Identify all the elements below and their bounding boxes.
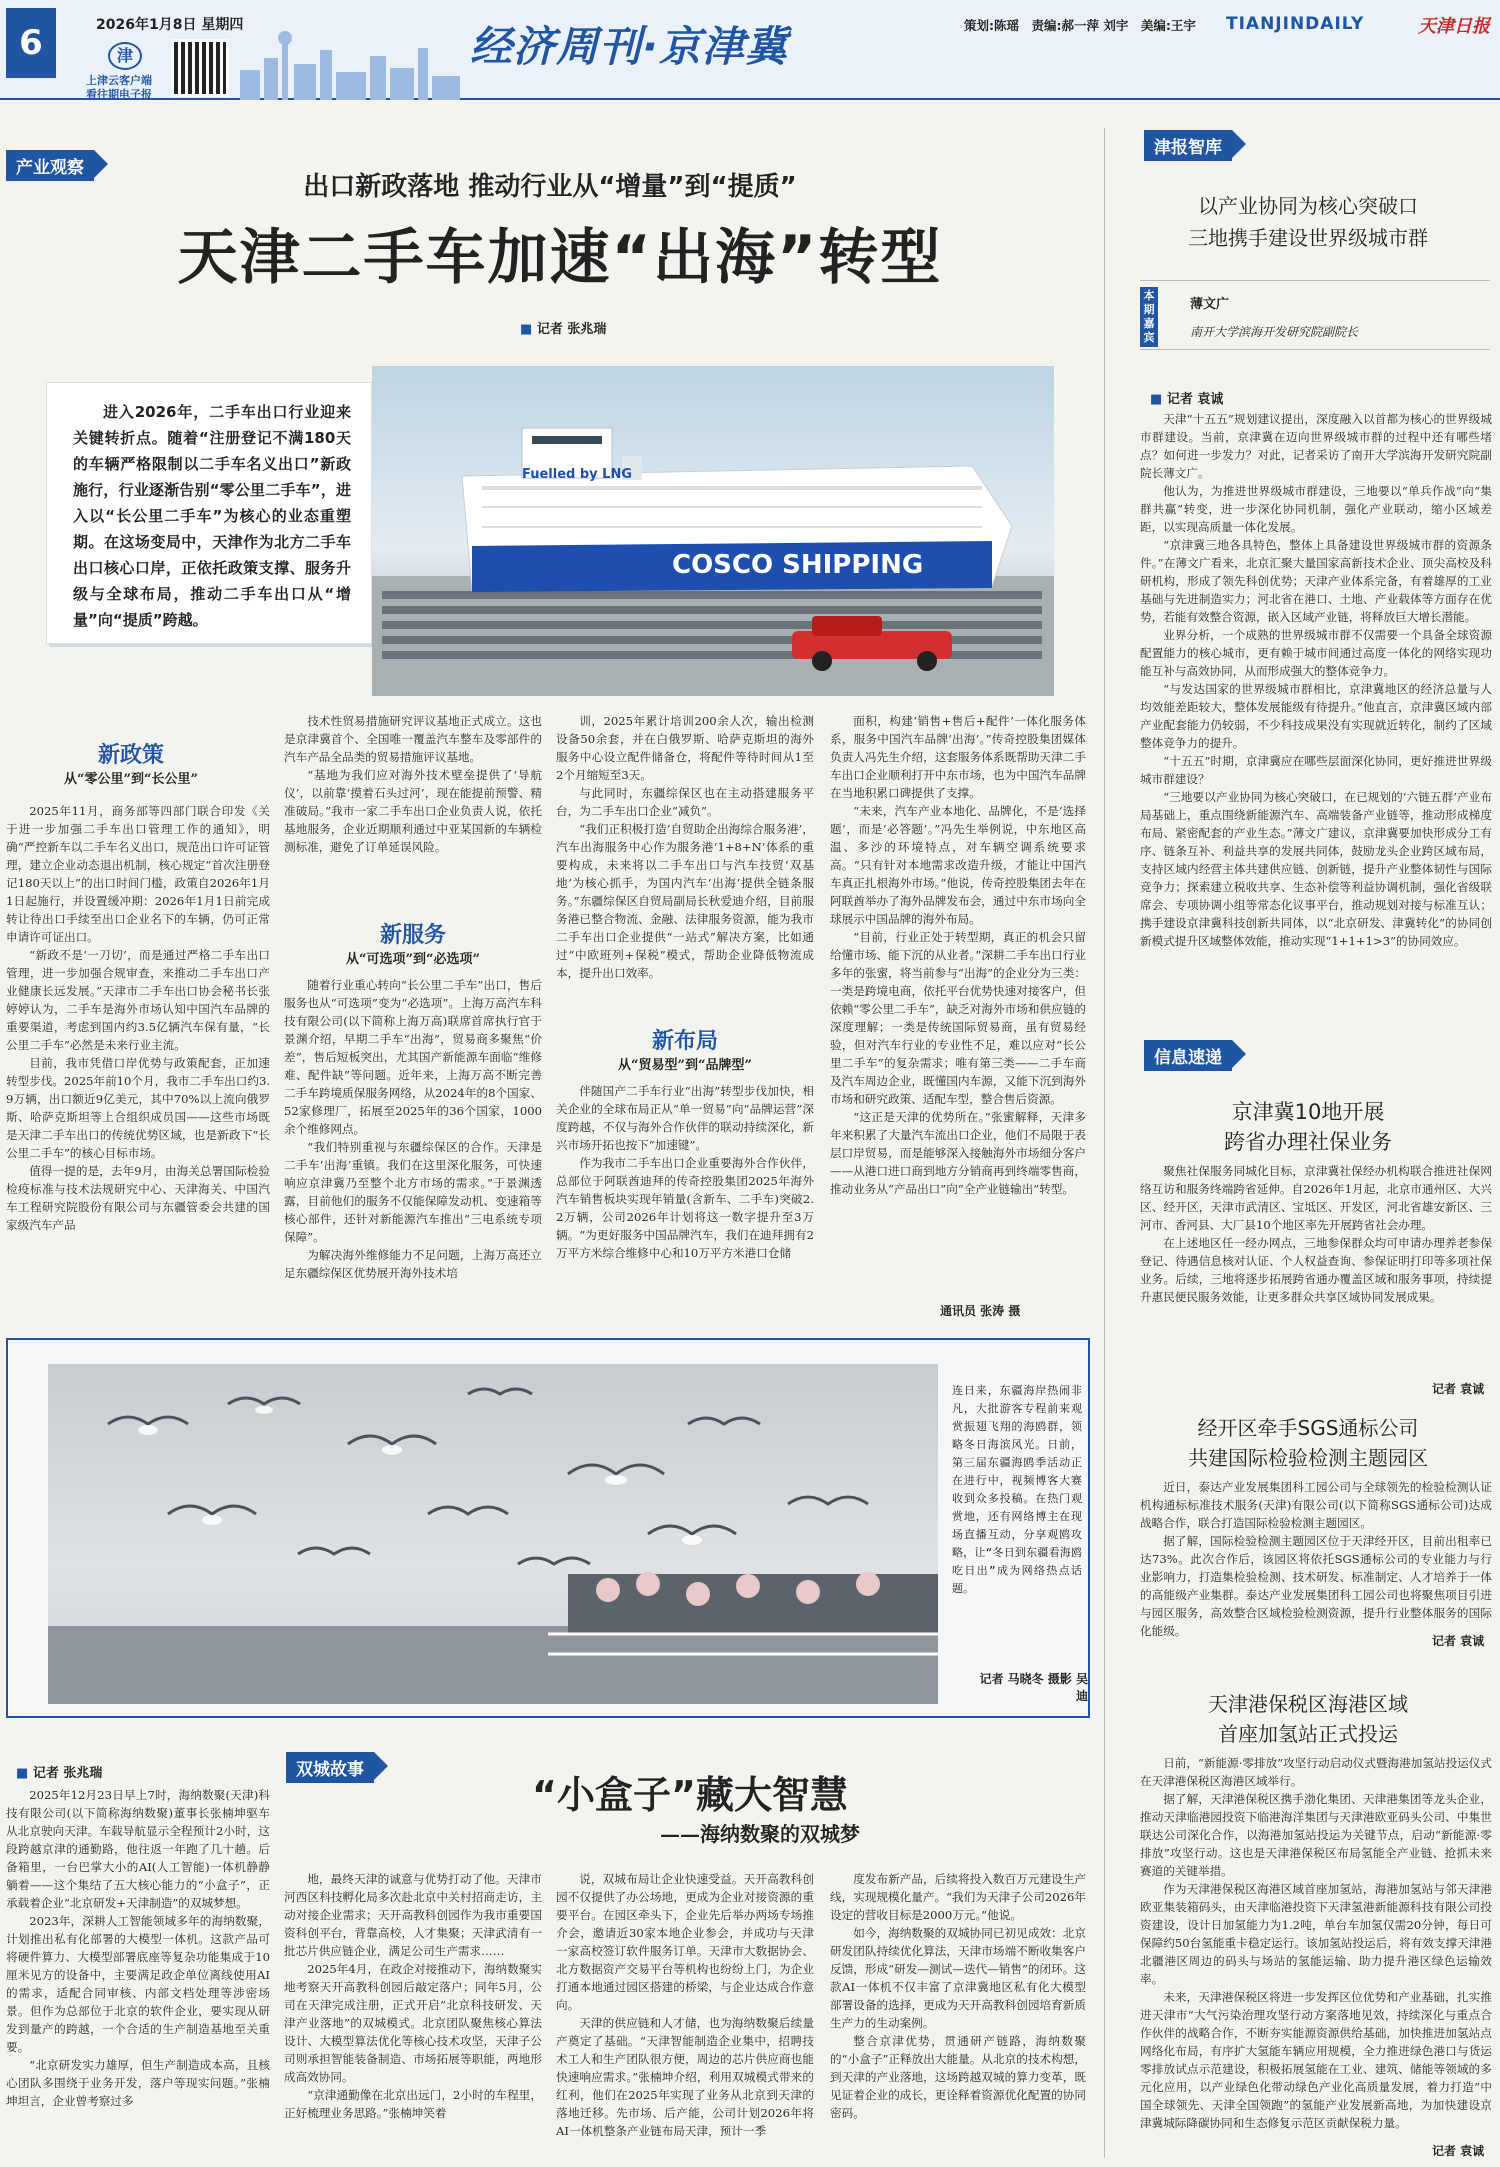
story-col-3	[556, 1870, 814, 2161]
news1-credit: 记者 袁诚	[1432, 1382, 1485, 1396]
paragraph: 2025年4月，在政企对接推动下，海纳数聚实地考察天开高教科创园后敲定落户；同年5月，公司在天津完成注册，正式开启“北京科技研发、天津产业落地”的双城模式。北京团队聚焦核心算法设计、大模型算法优化等核心技术攻坚，天津子公司则承担智能装备制造、市场拓展等职能，两地形成高效协同。	[284, 1962, 542, 2084]
news1-body	[1140, 1162, 1492, 1376]
news2-body	[1140, 1478, 1492, 1638]
subhead-new-service-sub: 从“可选项”到“必选项”	[346, 952, 480, 967]
seagull-photo	[48, 1364, 938, 1704]
paragraph: 2023年，深耕人工智能领域多年的海纳数聚，计划推出私有化部署的大模型一体机。这款产品可将硬件算力、大模型部署底座等复杂功能集成于10厘米见方的设备中，主要满足政企单位离线使用AI的需求，适配合同审核、内部文档处理等涉密场景。但作为总部位于北京的软件企业，要实现从研发到量产的跨越，一个合适的生产制造基地至关重要。	[6, 1914, 270, 2054]
seagull-illustration	[48, 1364, 938, 1704]
app-line2: 看往期电子报	[86, 88, 152, 101]
page-number: 6	[19, 23, 43, 63]
paragraph: “京津通勤像在北京出远门，2小时的车程里，正好梳理业务思路。”张楠坤笑着	[284, 2088, 542, 2120]
section-tag-two-cities: 双城故事	[286, 1752, 374, 1783]
subhead-new-service: 新服务	[379, 923, 446, 948]
masthead	[0, 0, 1500, 100]
story-title: “小盒子”藏大智慧	[532, 1773, 848, 1817]
paragraph: 2025年12月23日早上7时，海纳数聚(天津)科技有限公司(以下简称海纳数聚)董事长张楠坤驱车从北京驶向天津。车载导航显示全程预计2小时，这段跨越京津的通勤路，他往返一年跑了几十趟。后备箱里，一台巴掌大小的AI(人工智能)一体机静静躺着——这个集结了五大核心能力的“小盒子”，正承载着企业“北京研发+天津制造”的双城梦想。	[6, 1788, 270, 1910]
story-col-4	[830, 1870, 1086, 2161]
story-col-2	[284, 1870, 542, 2161]
paragraph: 聚焦社保服务同城化目标，京津冀社保经办机构联合推进社保网络互访和服务终端跨省延伸。自2026年1月起，北京市通州区、大兴区、经开区，天津市武清区、宝坻区、开发区，河北省雄安新区、三河市、香河县、大厂县10个地区率先开展跨省社会办理。	[1140, 1164, 1492, 1232]
photo-caption: 连日来，东疆海岸热闹非凡，大批游客专程前来观赏振翅飞翔的海鸥群，领略冬日海滨风光。日前，第三届东疆海鸥季活动正在进行中，视频博客大赛收到众多投稿。在热门观赏地，还有网络博主在现场直播互动，分享观鸥攻略，让“冬日到东疆看海鸥吃日出”成为网络热点话题。	[952, 1384, 1082, 1595]
paragraph: 未来，天津港保税区将进一步发挥区位优势和产业基础，扎实推进天津市“大气污染治理攻坚行动方案落地见效，持续深化与重点合作伙伴的战略合作，不断夯实能源资源供给基础，加快推进加氢站点网络化布局，有序扩大氢能车辆应用规模，全力推进绿色港口与货运零排放试点示范建设，积极拓展氢能在工业、建筑、储能等领域的多元化应用，以产业绿色化带动绿色产业化高质量发展，着力打造“中国全球领先、天津全国领跑”的氢能产业发展新高地，为加快建设京津冀城际降碳协同和生态修复示范区贡献保税力量。	[1140, 1990, 1492, 2130]
paragraph: “北京研发实力雄厚，但生产制造成本高，且核心团队多围绕于业务开发，落户等现实问题。”张楠坤坦言，企业曾考察过多	[6, 2058, 270, 2108]
story-subtitle: ——海纳数聚的双城梦	[660, 1822, 860, 1846]
news2-title-2: 共建国际检验检测主题园区	[1188, 1446, 1428, 1470]
brand-en: TIANJINDAILY	[1226, 14, 1365, 34]
news3-title-2: 首座加氢站正式投运	[1218, 1722, 1398, 1746]
think-title-1: 以产业协同为核心突破口	[1198, 194, 1418, 218]
kicker: 出口新政落地 推动行业从“增量”到“提质”	[303, 172, 797, 202]
paragraph: 近日，泰达产业发展集团科工园公司与全球领先的检验检测认证机构通标标准技术服务(天津)有限公司(以下简称SGS通标公司)达成战略合作，联合打造国际检验检测主题园区。	[1140, 1480, 1492, 1530]
subhead-new-layout-sub: 从“贸易型”到“品牌型”	[618, 1058, 752, 1073]
paragraph: 度发布新产品，后续将投入数百万元建设生产线，实现规模化量产。“我们为天津子公司2026年设定的营收目标是2000万元。”他说。	[830, 1872, 1086, 1922]
paragraph: 整合京津优势，贯通研产链路，海纳数聚的“小盒子”正释放出大能量。从北京的技术构想，到天津的产业落地，这场跨越双城的算力变革，既见证着企业的成长，更诠释着资源优化配置的协同密码。	[830, 2034, 1086, 2120]
story-byline: ■ 记者 张兆瑞	[16, 1766, 103, 1781]
paragraph: “未来，汽车产业本地化、品牌化，不是‘选择题’，而是‘必答题’。”冯先生举例说，中东地区高温、多沙的环境特点，对车辆空调系统要求高。“只有针对本地需求改造升级，才能让中国汽车真正扎根海外市场。”他说，传奇控股集团去年在阿联酋举办了海外品牌发布会，通过中东市场向全球展示中国品牌的海外布局。	[830, 804, 1086, 926]
photo-credit-col4: 通讯员 张涛 摄	[940, 1304, 1021, 1318]
main-col-4	[830, 712, 1086, 1296]
think-byline: ■ 记者 袁诚	[1150, 392, 1224, 407]
lead-box	[46, 382, 372, 644]
main-col-2a	[284, 712, 542, 872]
paragraph: 目前，我市凭借口岸优势与政策配套，正加速转型步伐。2025年前10个月，我市二手车出口约3.9万辆，出口额近9亿美元，其中70%以上流向俄罗斯、哈萨克斯坦等上合组织成员国——这些市场既是天津二手车出口的传统优势区域，也是新政下“长公里二手车”的核心目标市场。	[6, 1056, 271, 1160]
byline: ■ 记者 张兆瑞	[520, 322, 607, 337]
expert-name: 薄文广	[1190, 297, 1230, 312]
story-byline-text: 记者 张兆瑞	[32, 1766, 103, 1781]
section-tag-news-brief: 信息速递	[1144, 1040, 1232, 1071]
expert-title: 南开大学滨海开发研究院副院长	[1190, 325, 1359, 339]
paragraph: 随着行业重心转向“长公里二手车”出口，售后服务也从“可选项”变为“必选项”。上海万高汽车科技有限公司(以下简称上海万高)联席首席执行官于景渊介绍，早期二手车“出海”，贸易商多聚焦“价差”，售后短板突出，尤其国产新能源车面临“维修难、配件缺”等问题。近年来，上海万高不断完善二手车跨境质保服务网络，从2024年的8个国家、52家修理厂，拓展至2025年的36个国家，1000余个维修网点。	[284, 978, 542, 1136]
divider-main-sidebar	[1104, 128, 1105, 2158]
paragraph: 值得一提的是，去年9月，由海关总署国际检验检疫标准与技术法规研究中心、天津海关、中国汽车工程研究院股份有限公司与东疆管委会共建的国家级汽车产品	[6, 1164, 270, 1232]
app-logo-icon: 津	[108, 42, 142, 70]
ship-photo	[372, 366, 1054, 696]
paragraph: “三地要以产业协同为核心突破口，在已规划的‘六链五群’产业布局基础上，重点围绕新能源汽车、高端装备产业链等，推动形成梯度布局、紧密配套的产业生态。”薄文广建议，京津冀要加快形成分工有序、链条互补、利益共享的发展共同体，鼓励龙头企业跨区域布局，支持区域内经营主体共建供应链、创新链，提升产业整体韧性与国际竞争力；探索建立税收共享、生态补偿等利益协调机制，强化省级联席会、专项协调小组等常态化议事平台，推动规划对接与标准互认；携手建设京津冀科技创新共同体，以“北京研发、津冀转化”的协同创新模式提升区域整体效能，推动实现“1+1+1>3”的协同效应。	[1140, 790, 1492, 948]
news3-title-1: 天津港保税区海港区域	[1208, 1692, 1408, 1716]
paragraph: “与发达国家的世界级城市群相比，京津冀地区的经济总量与人均效能差距较大，整体发展能级有待提升。”他直言，京津冀区域内部产业配套能力仍较弱，不少科技成果没有实现就近转化，制约了区域整体竞争力的提升。	[1140, 682, 1492, 750]
paragraph: 训，2025年累计培训200余人次，输出检测设备50余套，并在白俄罗斯、哈萨克斯坦的海外服务中心设立配件储备仓，将配件等待时间从1至2个月缩短至3天。	[556, 714, 814, 782]
paragraph: “我们特别重视与东疆综保区的合作。天津是二手车‘出海’重镇。我们在这里深化服务，可快速响应京津冀乃至整个北方市场的需求。”于景渊透露，目前他们的服务不仅能保障发动机、变速箱等核心部件，还针对新能源汽车推出“三电系统专项保障”。	[284, 1140, 542, 1244]
news2-title-1: 经开区牵手SGS通标公司	[1197, 1416, 1419, 1440]
subhead-new-layout: 新布局	[651, 1029, 718, 1054]
subhead-new-policy-sub: 从“零公里”到“长公里”	[64, 772, 198, 787]
main-col-2b	[284, 976, 542, 1322]
photo-credit: 记者 马晓冬 摄影 吴迪	[979, 1672, 1088, 1703]
paragraph: 如今，海纳数聚的双城协同已初见成效：北京研发团队持续优化算法，天津市场端不断收集客户反馈，形成“研发—测试—迭代—销售”的闭环。这款AI一体机不仅丰富了京津冀地区私有化大模型部署设备的选择，更成为天开高教科创园培育新质生产力的生动案例。	[830, 1926, 1086, 2030]
think-byline-text: 记者 袁诚	[1166, 392, 1224, 407]
paragraph: “我们正积极打造‘自贸助企出海综合服务港’，汽车出海服务中心作为服务港‘1+8+N’体系的重要构成，未来将以二手车出口与汽车技贸‘双基地’为核心抓手，为国内汽车‘出海’提供全链条服务。”东疆综保区自贸局副局长秋爱迪介绍，目前服务港已整合物流、金融、法律服务资源，能为我市二手车出口企业提供“一站式”解决方案，比如通过“中欧班列+保税”模式，帮助企业降低物流成本，提升出口效率。	[556, 822, 814, 980]
think-title-2: 三地携手建设世界级城市群	[1188, 226, 1428, 250]
subhead-new-policy: 新政策	[97, 743, 164, 768]
skyline-icon	[240, 20, 460, 100]
page-number-box	[6, 8, 56, 78]
ship-illustration	[372, 366, 1054, 696]
section-tag-industry: 产业观察	[6, 150, 94, 181]
paragraph: “新政不是‘一刀切’，而是通过严格二手车出口管理，进一步加强合规审查，来推动二手车出口产业健康长远发展。”天津市二手车出口协会秘书长张婷婷认为，二手车是海外市场认知中国汽车品牌的重要渠道，考虑到国内约3.5亿辆汽车保有量，“长公里二手车”必然是未来行业主流。	[6, 948, 270, 1052]
seagull-photo-box	[6, 1338, 1090, 1718]
qr-code-icon[interactable]	[174, 42, 226, 94]
brand-cn: 天津日报	[1418, 16, 1490, 37]
paragraph: 天津的供应链和人才储，也为海纳数聚后续量产奠定了基础。“天津智能制造企业集中，招聘技术工人和生产团队很方便，周边的芯片供应商也能快速响应需求。”张楠坤介绍，利用双城模式带来的红利，他们在2025年实现了业务从北京到天津的落地迁移。先市场、后产能，公司计划2026年将AI一体机整条产业链布局天津，预计一季	[556, 2016, 814, 2138]
app-line1: 上津云客户端	[86, 74, 152, 87]
paragraph: 面积，构建‘销售+售后+配件’一体化服务体系，服务中国汽车品牌‘出海’。”传奇控股集团媒体负责人冯先生介绍，这套服务体系既帮助天津二手车出口企业顺利打开中东市场，也为中国汽车品牌在当地积累口碑提供了支撑。	[830, 714, 1086, 800]
headline: 天津二手车加速“出海”转型	[177, 223, 943, 293]
lead-text: 进入2026年，二手车出口行业迎来关键转折点。随着“注册登记不满180天的车辆严格限制以二手车名义出口”新政施行，行业逐渐告别“零公里二手车”，进入以“长公里二手车”为核心的业态重塑期。在这场变局中，天津作为北方二手车出口核心口岸，正依托政策支撑、服务升级与全球布局，推动二手车出口从“增量”向“提质”跨越。	[73, 403, 351, 629]
paragraph: 天津“十五五”规划建议提出，深度融入以首都为核心的世界级城市群建设。当前，京津冀在迈向世界级城市群的过程中还有哪些堵点？如何进一步发力？对此，记者采访了南开大学滨海开发研究院副院长薄文广。	[1140, 412, 1492, 480]
story-col-1	[6, 1786, 270, 2161]
paragraph: 据了解，国际检验检测主题园区位于天津经开区，目前出租率已达73%。此次合作后，该园区将依托SGS通标公司的专业能力与行业影响力，打造集检验检测、技术研发、标准制定、人才培养于一体的高能级产业集群。泰达产业发展集团科工园公司也将聚焦项目引进与园区服务，高效整合区域检验检测资源，提升行业整体服务的国际化能级。	[1140, 1534, 1492, 1638]
paragraph: “十五五”时期，京津冀应在哪些层面深化协同，更好推进世界级城市群建设？	[1140, 754, 1492, 786]
paragraph: “京津冀三地各具特色，整体上具备建设世界级城市群的资源条件。”在薄文广看来，北京汇聚大量国家高新技术企业、顶尖高校及科研机构，形成了领先科创优势；天津产业体系完备，有着雄厚的工业基础与先进制造实力；河北省在港口、土地、产业载体等方面存在优势，若能有效整合资源，嵌入区域产业链，将释放巨大增长潜能。	[1140, 538, 1492, 624]
paragraph: 在上述地区任一经办网点，三地参保群众均可申请办理养老参保登记、待遇信息核对认证、个人权益查询、参保证明打印等多项社保业务。后续，三地将逐步拓展跨省通办覆盖区域和服务事项，持续提升惠民便民服务效能，让更多群众共享区域协同发展成果。	[1140, 1236, 1492, 1304]
column-title: 经济周刊·京津冀	[470, 22, 788, 71]
paragraph: “这正是天津的优势所在。”张蜜解释，天津多年来积累了大量汽车流出口企业，他们不局限于表层口岸贸易，而是能够深入接触海外市场细分客户——从港口进口商到地方分销商再到终端零售商，推动业务从“产品出口”向“全产业链输出”转型。	[830, 1110, 1086, 1196]
think-body	[1140, 410, 1492, 1006]
main-col-3a	[556, 712, 814, 1016]
paragraph: 作为我市二手车出口企业重要海外合作伙伴，总部位于阿联酋迪拜的传奇控股集团2025年海外汽车销售板块实现年销量(含新车、二手车)突破2.2万辆，公司2026年计划将这一数字提升至3万辆。“为更好服务中国品牌汽车，我们在迪拜拥有2万平方米综合维修中心和10万平方米港口仓储	[556, 1156, 814, 1260]
paragraph: 技术性贸易措施研究评议基地正式成立。这也是京津冀首个、全国唯一覆盖汽车整车及零部件的汽车产品全品类的贸易措施评议基地。	[284, 714, 542, 764]
paragraph: 与此同时，东疆综保区也在主动搭建服务平台，为二手车出口企业“减负”。	[556, 786, 814, 818]
credits: 策划:陈瑶 责编:郝一萍 刘宇 美编:王宇	[964, 18, 1196, 33]
issue-date: 2026年1月8日 星期四	[96, 17, 244, 33]
section-tag-think-tank: 津报智库	[1144, 130, 1232, 161]
paragraph: 作为天津港保税区海港区域首座加氢站，海港加氢站与邻天津港欧亚集装箱码头，由天津临港投资下天津氢港新能源科技有限公司投资建设，设计日加氢能力为1.2吨，单台车加氢仅需20分钟，每日可保障约50台氢能重卡稳定运行。该加氢站投运后，将有效支撑天津港北疆港区周边的码头与场站的氢能运输、助力提升港区绿色运输效率。	[1140, 1882, 1492, 1986]
expert-label: 本期嘉宾	[1140, 287, 1158, 347]
byline-text: 记者 张兆瑞	[536, 322, 607, 337]
news3-body	[1140, 1754, 1492, 2138]
paragraph: “目前，行业正处于转型期，真正的机会只留给懂市场、能下沉的从业者。”深耕二手车出口行业多年的张蜜，将当前参与“出海”的企业分为三类：一类是跨境电商，依托平台优势快速对接客户，但依赖“零公里二手车”，缺乏对海外市场和供应链的深度理解；一类是传统国际贸易商，虽有贸易经验，但对汽车行业的专业性不足，难以应对“长公里二手车”的复杂需求；唯有第三类——二手车商及汽车周边企业，既懂国内车源，又能下沉到海外市场和研究政策、适配车型，整合售后资源。	[830, 930, 1086, 1106]
paragraph: 2025年11月，商务部等四部门联合印发《关于进一步加强二手车出口管理工作的通知》，明确“严控新车以二手车名义出口，规范出口许可证管理，建立企业动态退出机制，核心规定“首次注册登记180天以上”的出口时间门槛，政策自2026年1月1日起施行，并设置缓冲期：2026年1月1日前完成转让待出口手续至出口企业名下的车辆，仍可正常申请许可证出口。	[6, 804, 270, 944]
paragraph: 日前，“新能源·零排放”攻坚行动启动仪式暨海港加氢站投运仪式在天津港保税区海港区域举行。	[1140, 1756, 1492, 1788]
paragraph: 业界分析，一个成熟的世界级城市群不仅需要一个具备全球资源配置能力的核心城市，更有赖于城市间通过高度一体化的网络实现功能互补与高效协同，从而形成强大的整体竞争力。	[1140, 628, 1492, 678]
ship-fuel-text: Fuelled by LNG	[522, 467, 633, 482]
ship-brand-text: COSCO SHIPPING	[672, 550, 924, 580]
paragraph: 为解决海外维修能力不足问题，上海万高还立足东疆综保区优势展开海外技术培	[284, 1248, 542, 1280]
paragraph: 据了解，天津港保税区携手渤化集团、天津港集团等龙头企业，推动天津临港园投资下临港海洋集团与天津港欧亚码头公司、中集世联达公司深化合作，以海港加氢站投运为关键节点，启动“新能源·零排放”攻坚行动。这也是天津港保税区布局氢能全产业链、抢抓未来赛道的关键举措。	[1140, 1792, 1492, 1878]
news2-credit: 记者 袁诚	[1432, 1634, 1485, 1648]
paragraph: 伴随国产二手车行业“出海”转型步伐加快，相关企业的全球布局正从“单一贸易”向“品牌运营”深度跨越，不仅与海外合作伙伴的联动持续深化，新兴市场开拓也按下“加速键”。	[556, 1084, 814, 1152]
news1-title-2: 跨省办理社保业务	[1224, 1130, 1392, 1154]
news3-credit: 记者 袁诚	[1432, 2144, 1485, 2158]
paragraph: “基地为我们应对海外技术壁垒提供了‘导航仪’，以前靠‘摸着石头过河’，现在能提前预警、精准破局。”我市一家二手车出口企业负责人说，依托基地服务，企业近期顺利通过中亚某国新的车辆检测标准，避免了订单延误风险。	[284, 768, 542, 854]
paragraph: 他认为，为推进世界级城市群建设，三地要以“单兵作战”向“集群共赢”转变，进一步深化协同机制，强化产业联动，缩小区域差距，以实现高质量一体化发展。	[1140, 484, 1492, 534]
expert-box	[1140, 280, 1490, 350]
news1-title-1: 京津冀10地开展	[1231, 1100, 1385, 1124]
paragraph: 地，最终天津的诚意与优势打动了他。天津市河西区科技孵化局多次赴北京中关村招商走访，主动对接企业需求；天开高教科创园作为我市重要国资科创平台，背靠高校，人才集聚；天津武清有一批芯片供应链企业，满足公司生产需求……	[284, 1872, 542, 1958]
paragraph: 说，双城布局让企业快速受益。天开高教科创园不仅提供了办公场地，更成为企业对接资源的重要平台。在园区牵头下，企业先后举办两场专场推介会，邀请近30家本地企业参会，并成功与天津一家高校签订软件服务订单。天津市大数据协会、北方数据资产交易平台等机构也纷纷上门，为企业打通本地通过园区搭建的桥梁，与企业达成合作意向。	[556, 1872, 814, 2012]
main-col-3b	[556, 1082, 814, 1322]
main-col-1	[6, 802, 270, 1322]
